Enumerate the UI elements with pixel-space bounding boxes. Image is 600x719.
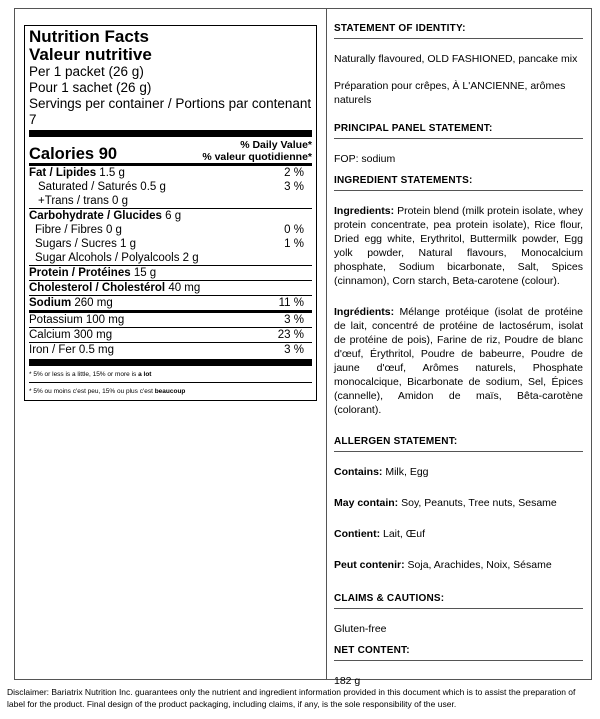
divider	[29, 130, 312, 137]
nutrition-title-fr: Valeur nutritive	[29, 45, 152, 64]
nutrient-row-saturated: Saturated / Saturés 0.5 g 3 %	[38, 181, 304, 193]
servings-label: Servings per container / Portions par contenant	[29, 96, 312, 111]
footnote-en: * 5% or less is a little, 15% or more is a lot	[29, 371, 152, 378]
nutrient-row-sugar-alcohols: Sugar Alcohols / Polyalcools 2 g	[35, 252, 199, 264]
servings-value: 7	[29, 112, 37, 127]
nutrient-row-carbohydrate: Carbohydrate / Glucides 6 g	[29, 210, 182, 222]
nutrient-row-iron: Iron / Fer 0.5 mg 3 %	[29, 344, 304, 356]
disclaimer: Disclaimer: Bariatrix Nutrition Inc. guarantees only the nutrient and ingredient information provided in this document which is to assist the preparation of label for the product. Final design of the product packaging, including claims, if any, is the sole responsibility of the user.	[7, 687, 576, 709]
nutrient-row-sodium: Sodium 260 mg 11 %	[29, 297, 304, 309]
identity-en: Naturally flavoured, OLD FASHIONED, pancake mix	[334, 53, 578, 65]
principal-heading: PRINCIPAL PANEL STATEMENT:	[334, 107, 583, 139]
divider	[29, 359, 312, 366]
nutrient-row-trans: +Trans / trans 0 g	[38, 195, 129, 207]
serving-size-fr: Pour 1 sachet (26 g)	[29, 80, 152, 95]
identity-heading: STATEMENT OF IDENTITY:	[334, 9, 583, 39]
daily-value-header	[202, 139, 312, 163]
label-sheet	[14, 8, 592, 687]
principal-text: FOP: sodium	[334, 153, 396, 165]
daily-value-fr: % valeur quotidienne*	[202, 151, 312, 163]
footnote-fr: * 5% ou moins c'est peu, 15% ou plus c'est beaucoup	[29, 388, 186, 395]
nutrient-row-calcium: Calcium 300 mg 23 %	[29, 329, 304, 341]
ingredients-en: Ingredients: Protein blend (milk protein isolate, whey protein concentrate, pea protein isolate), Rice flour, Dried egg white, Erythritol, Buttermilk powder, Egg yolk powder, Natural flavours, Monocalcium phosphate, Sodium bicarbonate, Salt, Spices (cinnamon), Corn starch, Beta-carotene (colour).	[334, 205, 583, 287]
allergen-heading: ALLERGEN STATEMENT:	[334, 417, 583, 452]
nutrient-row-sugars: Sugars / Sucres 1 g 1 %	[35, 238, 304, 250]
nutrient-row-cholesterol: Cholesterol / Cholestérol 40 mg	[29, 282, 201, 294]
daily-value-en: % Daily Value*	[240, 139, 312, 151]
allergen-contains: Contains: Milk, Egg	[334, 466, 429, 478]
nutrition-title-en: Nutrition Facts	[29, 27, 149, 46]
nutrient-row-fibre: Fibre / Fibres 0 g 0 %	[35, 224, 304, 236]
calories-row	[29, 137, 312, 163]
net-content-heading: NET CONTENT:	[334, 636, 583, 661]
nutrient-row-potassium: Potassium 100 mg 3 %	[29, 314, 304, 326]
allergen-contient: Contient: Lait, Œuf	[334, 528, 426, 540]
claims-heading: CLAIMS & CAUTIONS:	[334, 572, 583, 609]
right-column	[327, 9, 591, 687]
allergen-peut-contenir: Peut contenir: Soja, Arachides, Noix, Sésame	[334, 559, 552, 571]
claims-text: Gluten-free	[334, 623, 387, 635]
identity-fr: Préparation pour crêpes, À L'ANCIENNE, arômes naturels	[334, 80, 566, 106]
calories: Calories 90	[29, 145, 118, 163]
net-content-text: 182 g	[334, 675, 361, 687]
left-column	[15, 9, 327, 679]
nutrient-row-protein: Protein / Protéines 15 g	[29, 267, 157, 279]
ingredients-fr: Ingrédients: Mélange protéique (isolat de protéine de lait, concentré de protéine de lactosérum, isolat de protéine de pois), Farine de riz, Poudre de blanc d'œuf, Érythritol, Poudre de babeurre, Poudre de jaune d'œuf, Arômes naturels, Phosphate monocalcique, Bicarbonate de sodium, Sel, Épices (cannelle), Amidon de maïs, Bêta-carotène (colorant).	[334, 306, 583, 416]
nutrient-row-fat: Fat / Lipides 1.5 g 2 %	[29, 167, 304, 179]
serving-size-en: Per 1 packet (26 g)	[29, 64, 144, 79]
allergen-may-contain: May contain: Soy, Peanuts, Tree nuts, Sesame	[334, 497, 557, 509]
nutrition-facts-table	[24, 25, 317, 401]
ingredients-heading: INGREDIENT STATEMENTS:	[334, 166, 583, 191]
